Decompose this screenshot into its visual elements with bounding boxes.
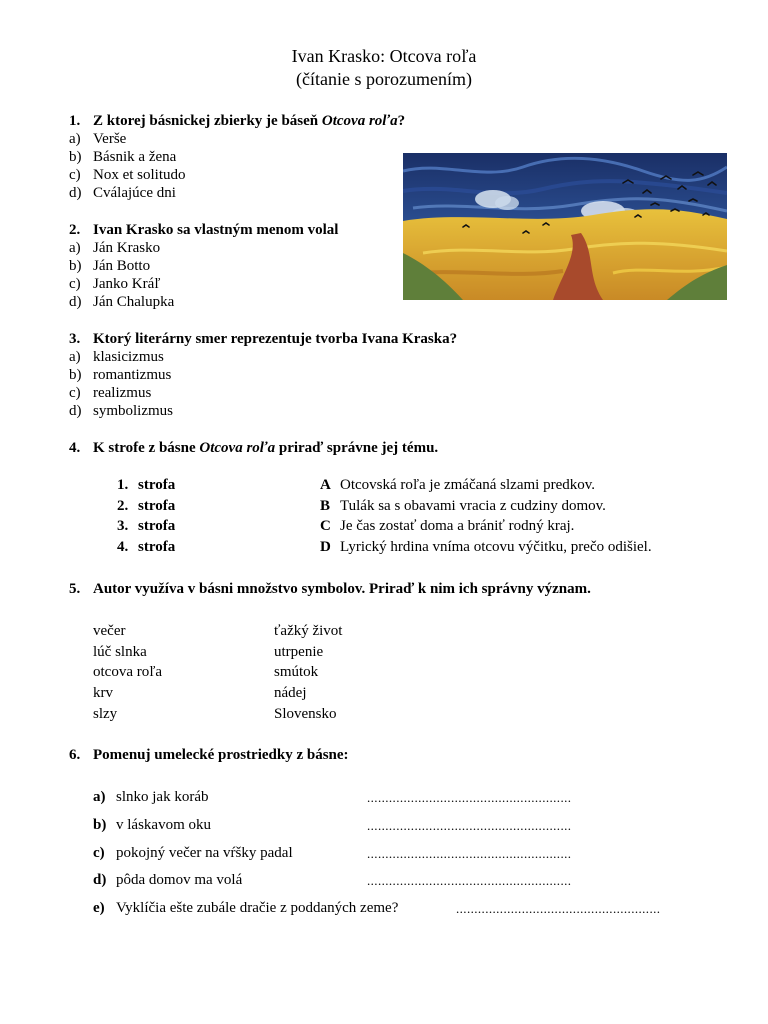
question-2 — [69, 221, 338, 239]
option-letter: c) — [69, 167, 81, 183]
symbol-1: večer — [93, 623, 126, 639]
question-4 — [69, 439, 438, 457]
option-letter: a) — [69, 240, 81, 256]
page-subtitle: (čítanie s porozumením) — [296, 69, 472, 89]
strofa-number: 4. — [117, 539, 129, 555]
option-text: Verše — [93, 131, 127, 147]
option-text: klasicizmus — [93, 349, 164, 365]
symbol-4: krv — [93, 685, 113, 701]
strofa-number: 1. — [117, 477, 129, 493]
wheatfield-painting — [403, 153, 727, 300]
question-punctuation: ? — [397, 113, 406, 129]
question-text: Pomenuj umelecké prostriedky z básne: — [93, 747, 349, 763]
question-text: Ktorý literárny smer reprezentuje tvorba Ivana Kraska? — [93, 331, 458, 347]
option-text: Nox et solitudo — [93, 167, 186, 183]
answer-line-d[interactable]: ........................................................ — [367, 873, 572, 888]
option-letter: b) — [69, 367, 82, 383]
theme-letter: A — [320, 477, 331, 493]
option-2c — [69, 275, 160, 293]
symbol-5: slzy — [93, 706, 118, 722]
strofa-label: strofa — [138, 539, 176, 555]
device-letter: b) — [93, 817, 107, 833]
option-letter: a) — [69, 349, 81, 365]
device-text: slnko jak koráb — [116, 789, 209, 805]
theme-a — [320, 476, 595, 494]
theme-text: Lyrický hrdina vníma otcovu výčitku, prečo odišiel. — [340, 539, 652, 555]
theme-text: Otcovská roľa je zmáčaná slzami predkov. — [340, 477, 596, 493]
question-3 — [69, 330, 457, 348]
option-letter: d) — [69, 294, 82, 310]
question-text: Z ktorej básnickej zbierky je báseň — [93, 113, 322, 129]
option-text: realizmus — [93, 385, 152, 401]
device-d — [93, 871, 242, 889]
strofa-1 — [117, 476, 175, 494]
device-letter: d) — [93, 872, 107, 888]
question-text: K strofe z básne — [93, 440, 200, 456]
meaning-1: ťažký život — [274, 623, 343, 639]
option-3d — [69, 402, 173, 420]
page-title: Ivan Krasko: Otcova roľa — [291, 46, 477, 66]
strofa-4 — [117, 538, 175, 556]
option-letter: a) — [69, 131, 81, 147]
theme-text: Je čas zostať doma a brániť rodný kraj. — [340, 518, 575, 534]
option-3b — [69, 366, 171, 384]
option-text: Ján Chalupka — [93, 294, 175, 310]
question-text: Autor využíva v básni množstvo symbolov. Priraď k nim ich správny význam. — [93, 581, 591, 597]
question-text: Ivan Krasko sa vlastným menom volal — [93, 222, 339, 238]
device-text: Vyklíčia ešte zubále dračie z poddaných zeme? — [116, 900, 399, 916]
option-letter: b) — [69, 149, 82, 165]
strofa-label: strofa — [138, 477, 176, 493]
theme-d — [320, 538, 652, 556]
strofa-label: strofa — [138, 518, 176, 534]
question-number: 4. — [69, 440, 81, 456]
option-text: Janko Kráľ — [93, 276, 161, 292]
question-5 — [69, 580, 591, 598]
strofa-3 — [117, 517, 175, 535]
option-3a — [69, 348, 164, 366]
option-2d — [69, 293, 174, 311]
device-a — [93, 788, 208, 806]
meaning-4: nádej — [274, 685, 307, 701]
device-letter: c) — [93, 845, 105, 861]
question-number: 6. — [69, 747, 81, 763]
device-b — [93, 816, 211, 834]
strofa-number: 3. — [117, 518, 129, 534]
option-text: Ján Krasko — [93, 240, 161, 256]
question-6 — [69, 746, 349, 764]
device-letter: a) — [93, 789, 106, 805]
option-letter: d) — [69, 403, 82, 419]
meaning-5: Slovensko — [274, 706, 337, 722]
strofa-label: strofa — [138, 498, 176, 514]
question-number: 2. — [69, 222, 81, 238]
meaning-3: smútok — [274, 664, 319, 680]
question-text-end: priraď správne jej tému. — [275, 440, 439, 456]
option-text: Básnik a žena — [93, 149, 177, 165]
option-letter: d) — [69, 185, 82, 201]
question-number: 1. — [69, 113, 81, 129]
question-number: 5. — [69, 581, 81, 597]
option-text: symbolizmus — [93, 403, 174, 419]
option-text: romantizmus — [93, 367, 172, 383]
strofa-2 — [117, 497, 175, 515]
device-letter: e) — [93, 900, 105, 916]
theme-c — [320, 517, 574, 535]
option-1b — [69, 148, 176, 166]
symbol-3: otcova roľa — [93, 664, 162, 680]
meaning-2: utrpenie — [274, 644, 324, 660]
option-letter: b) — [69, 258, 82, 274]
device-e — [93, 899, 398, 917]
device-text: pôda domov ma volá — [116, 872, 243, 888]
theme-text: Tulák sa s obavami vracia z cudziny domov. — [340, 498, 606, 514]
theme-letter: C — [320, 518, 331, 534]
question-number: 3. — [69, 331, 81, 347]
answer-line-a[interactable]: ........................................................ — [367, 790, 572, 805]
option-text: Ján Botto — [93, 258, 151, 274]
question-1 — [69, 112, 405, 130]
option-1a — [69, 130, 126, 148]
option-letter: c) — [69, 276, 81, 292]
option-3c — [69, 384, 151, 402]
strofa-number: 2. — [117, 498, 129, 514]
theme-b — [320, 497, 606, 515]
answer-line-c[interactable]: ........................................................ — [367, 846, 572, 861]
option-2a — [69, 239, 160, 257]
answer-line-b[interactable]: ........................................................ — [367, 818, 572, 833]
poem-title-italic: Otcova roľa — [321, 113, 398, 129]
device-c — [93, 844, 293, 862]
device-text: v láskavom oku — [116, 817, 211, 833]
device-text: pokojný večer na vŕšky padal — [116, 845, 293, 861]
option-text: Cválajúce dni — [93, 185, 176, 201]
option-1c — [69, 166, 186, 184]
theme-letter: D — [320, 539, 331, 555]
theme-letter: B — [320, 498, 331, 514]
symbol-2: lúč slnka — [93, 644, 147, 660]
option-2b — [69, 257, 150, 275]
option-1d — [69, 184, 176, 202]
answer-line-e[interactable]: ........................................................ — [456, 901, 661, 916]
poem-title-italic: Otcova roľa — [199, 440, 276, 456]
option-letter: c) — [69, 385, 81, 401]
